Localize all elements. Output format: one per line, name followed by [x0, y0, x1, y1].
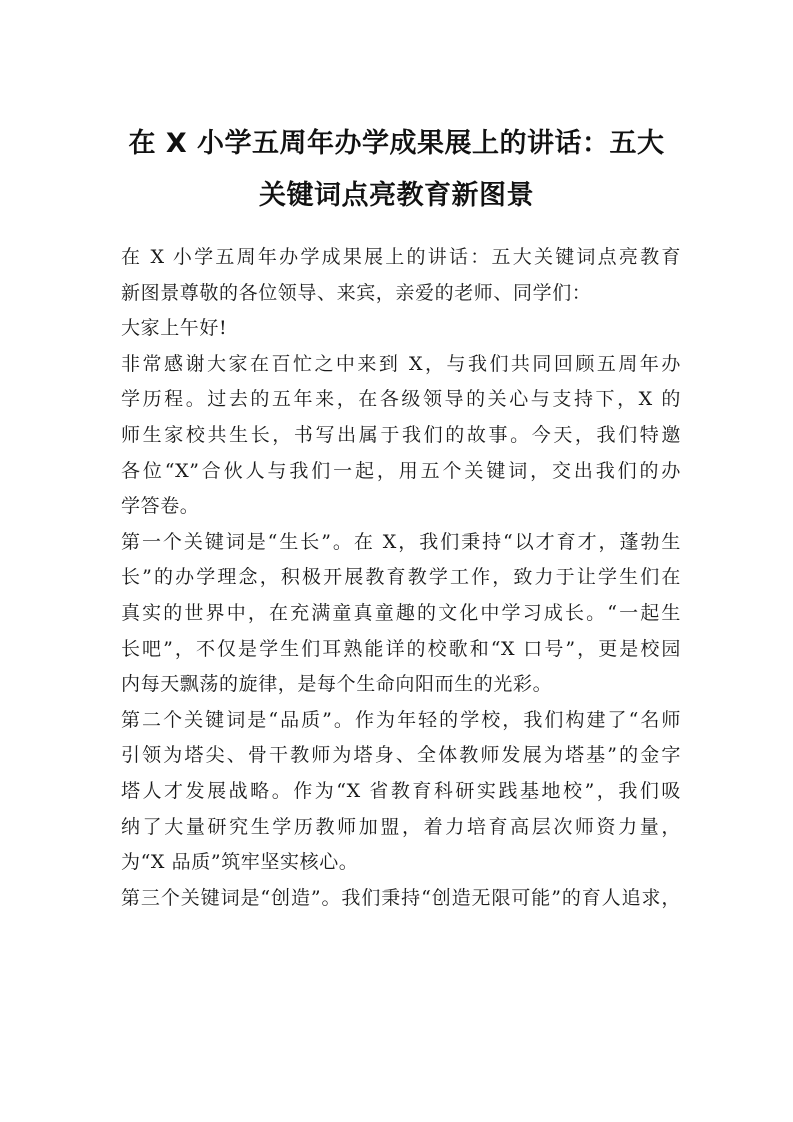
paragraph-quality-line: 引领为塔尖、骨干教师为塔身、全体教师发展为塔基”的金字 [121, 744, 681, 767]
paragraph-thanks-line: 非常感谢大家在百忙之中来到 X，与我们共同回顾五周年办 [121, 352, 681, 375]
paragraph-intro-line: 新图景尊敬的各位领导、来宾，亲爱的老师、同学们： [121, 281, 592, 304]
paragraph-quality-line: 第二个关键词是“品质”。作为年轻的学校，我们构建了“名师 [121, 708, 681, 731]
document-body [121, 240, 681, 916]
paragraph-thanks-line: 学答卷。 [121, 495, 200, 518]
paragraph-thanks-line: 学历程。过去的五年来，在各级领导的关心与支持下，X 的 [121, 388, 681, 411]
paragraph-growth-line: 长”的办学理念，积极开展教育教学工作，致力于让学生们在 [121, 566, 681, 589]
paragraph-intro-line: 在 X 小学五周年办学成果展上的讲话：五大关键词点亮教育 [121, 246, 681, 268]
paragraph-greeting-line: 大家上午好! [121, 317, 228, 340]
paragraph-growth-line: 长吧”，不仅是学生们耳熟能详的校歌和“X 口号”，更是校园 [121, 637, 681, 660]
paragraph-quality-line: 纳了大量研究生学历教师加盟，着力培育高层次师资力量， [121, 815, 681, 838]
paragraph-quality-line: 为“X 品质”筑牢坚实核心。 [121, 851, 359, 874]
paragraph-growth-line: 真实的世界中，在充满童真童趣的文化中学习成长。“一起生 [121, 601, 681, 624]
paragraph-growth-line: 内每天飘荡的旋律，是每个生命向阳而生的光彩。 [121, 673, 553, 696]
paragraph-creation-line: 第三个关键词是“创造”。我们秉持“创造无限可能”的育人追求， [121, 886, 681, 909]
document-title-line-2: 关键词点亮教育新图景 [259, 180, 534, 211]
paragraph-quality-line: 塔人才发展战略。作为“X 省教育科研实践基地校”，我们吸 [121, 779, 681, 802]
paragraph-thanks-line: 师生家校共生长，书写出属于我们的故事。今天，我们特邀 [121, 423, 681, 446]
paragraph-growth-line: 第一个关键词是“生长”。在 X，我们秉持“以才育才，蓬勃生 [121, 530, 681, 553]
paragraph-thanks-line: 各位“X”合伙人与我们一起，用五个关键词，交出我们的办 [121, 459, 681, 482]
document-title-line-1: 在 X 小学五周年办学成果展上的讲话：五大 [128, 128, 665, 159]
